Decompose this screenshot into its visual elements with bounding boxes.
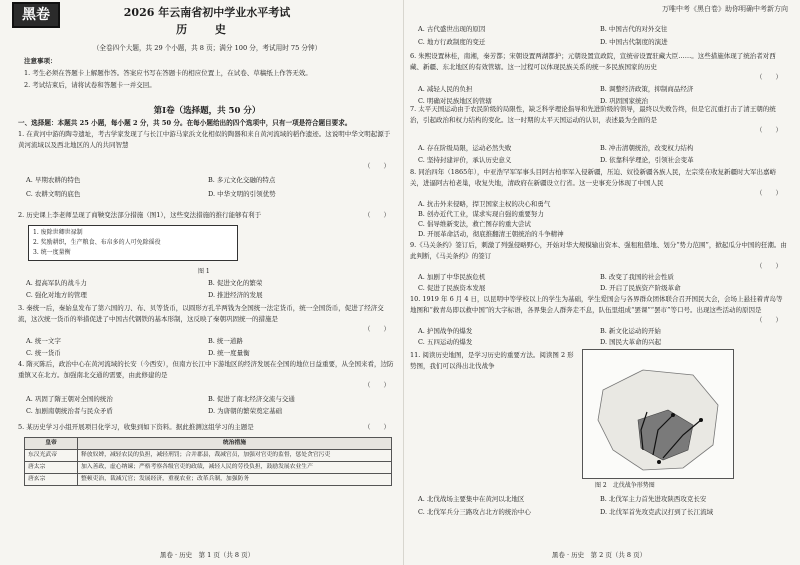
question-7: 7. 太平天国运动由于农民阶级的局限性，缺乏科学理论指导和先进阶级的领导，最终以失败告终，但是它沉重打击了清王朝的统治，引起政治和权力结构的变化。这一时期的太平天国运动的认识，表述最为全面的是: [410, 105, 776, 124]
answer-paren: （ ）: [364, 325, 390, 333]
notice-item: 1. 考生必须在答题卡上解题作答。答案应书写在答题卡的相应位置上，在试卷、草稿纸上作答无效。: [24, 69, 312, 77]
left-page: [18, 0, 396, 565]
table-cell: 唐玄宗: [25, 474, 78, 486]
option-c: C. 坚持封建评价，承认历史意义: [418, 156, 512, 164]
option-a: A. 抗击外来侵略，捍卫国家主权的决心和勇气: [418, 200, 551, 208]
question-text: 以及西北地区的人的共同智慧: [44, 140, 129, 149]
footer-right: 黑卷 · 历史 第 2 页（共 8 页）: [551, 551, 647, 559]
option-d: D. 国民大革命的兴起: [600, 338, 662, 346]
question-11: 11. 阅读历史地图，是学习历史的重要方法。阅读图 2 形势图，我们可以得出北伐战争: [410, 351, 574, 370]
figure-1-line: 1. 废除世卿世禄制: [33, 229, 83, 236]
map-city-marker: [671, 413, 675, 417]
option-c: C. 地方行政制度的变迁: [418, 38, 486, 46]
northern-expedition-map: [582, 349, 734, 479]
option-d: D. 巩固国家统治: [600, 97, 649, 105]
answer-paren: （ ）: [364, 211, 390, 219]
table-header-row: [25, 438, 392, 450]
part-heading: 第Ⅰ卷（选择题，共 50 分）: [153, 106, 261, 116]
table-cell: 释放奴婢，减轻农民的负担，减轻刑罚；合并郡县，裁减官员，加强对官吏的监督，惩处贪官污吏: [78, 450, 392, 462]
figure-1-line: 3. 统一度量衡: [33, 249, 71, 256]
option-d: D. 统一度量衡: [208, 349, 250, 357]
option-c: C. 加剧南朝统治者与民众矛盾: [26, 407, 113, 415]
map-city-marker: [699, 418, 703, 422]
notice-heading: 注意事项：: [24, 57, 57, 65]
option-b: B. 促进文化的繁荣: [208, 279, 263, 287]
option-c: C. 北伐军兵分三路攻占北方的统治中心: [418, 508, 531, 516]
option-c: C. 倡导维新变法，救亡图存的重大尝试: [418, 220, 531, 228]
map-city-marker: [657, 460, 661, 464]
option-a: A. 减轻人民的负担: [418, 85, 473, 93]
question-3: 3. 秦统一后，秦始皇发布了第六国的刀、布、贝等货币，以圆形方孔半两钱为全国统一法定货币，统一全国货币，促进了经济交流，这次统一货币的举措促进了中国古代钢铁的基本形制，这反映了秦朝巩固统一的措施是: [18, 304, 384, 323]
answer-paren: （ ）: [364, 381, 390, 389]
table-cell: 整顿吏治，裁减冗官；发展经济，重视农业；改革兵制，加强防务: [78, 474, 392, 486]
figure-1: [28, 225, 238, 261]
question-text: 1. 在黄河中游的陶寺遗址，考古学家发现了与长江中游马家浜文化相似的陶器和来自黄河流域的稻作遗迹。这说明中华文明: [18, 130, 371, 138]
option-c: C. 明确对民族地区的管辖: [418, 97, 492, 105]
table-cell: 加入善政，虚心纳谏；严格考察各级官吏的政绩，减轻人民的劳役负担，鼓励发展农业生产: [78, 462, 392, 474]
option-a: A. 统一文字: [26, 337, 61, 345]
question-4: 4. 隋灭陈后，政治中心在黄河流域的长安（今西安），但南方长江中下游地区的经济发展在全国的地位日益重要，从全国来看，边防重镇又在北方。加强南北交通的需要，由此修建的是: [18, 360, 394, 379]
option-d: D. 为唐朝的繁荣奠定基础: [208, 407, 283, 415]
option-a: A. 早期农耕的特色: [26, 176, 81, 184]
option-a: A. 加剧了中华民族危机: [418, 273, 486, 281]
option-a: A. 提高军队的战斗力: [26, 279, 87, 287]
option-b: B. 创办近代工业，谋求实现自强的重要努力: [418, 210, 544, 218]
figure-2-caption: 图 2 北伐战争形势图: [595, 482, 655, 489]
option-d: D. 依靠科学理论，引领社会变革: [600, 156, 694, 164]
option-d: D. 开展革命活动，彻底推翻清王朝统治的斗争精神: [418, 230, 564, 238]
option-b: B. 新文化运动的开始: [600, 327, 661, 335]
exam-title: 2026 年云南省初中学业水平考试: [123, 6, 291, 19]
option-a: A. 北伐战场主要集中在黄河以北地区: [418, 495, 525, 503]
question-text: 6. 朱熙设置林桂，南湘，秦芳都；宋朝设置两湖都护；元朝设置宣政院，宣统帝设置驻藏大臣……。这些措施体现了统治者对西藏、新疆、东北地区的有效管辖。这一过程可以体现: [410, 52, 776, 71]
question-2: 2. 历史课上李老师呈现了商鞅变法部分措施（图1），这些变法措施的推行能够有利于: [18, 211, 262, 219]
notice-item: 2. 考试结束后，请将试卷和答题卡一并交回。: [24, 81, 156, 89]
table-row: [25, 462, 392, 474]
option-d: D. 北伐军首先攻克武汉打到了长江流域: [600, 508, 714, 516]
answer-paren: （ ）: [756, 189, 782, 197]
option-b: B. 改变了我国的社会性质: [600, 273, 674, 281]
table-row: [25, 474, 392, 486]
option-b: B. 调整经济政策，抑制商品经济: [600, 85, 694, 93]
option-c: C. 促进了民族资本发展: [418, 284, 486, 292]
table-header: 皇帝: [25, 438, 78, 450]
answer-paren: （ ）: [756, 262, 782, 270]
question-5: 5. 某历史学习小组开展项目化学习，收集到如下资料。据此推测这组学习的主题是: [18, 423, 254, 431]
notice-section: [24, 55, 392, 91]
exam-badge: 黑卷: [12, 2, 60, 28]
question-6: [410, 51, 788, 72]
question-1: [18, 129, 396, 150]
instructions: 一、选择题：本题共 25 小题，每小题 2 分，共 50 分。在每小题给出的四个选项中，只有一项是符合题目要求。: [18, 119, 352, 127]
subject-title: 历 史: [176, 23, 238, 36]
option-d: D. 中国古代制度的演进: [600, 38, 668, 46]
question-text: 起源于黄河流域: [18, 130, 391, 149]
option-b: B. 多元文化交融的特点: [208, 176, 276, 184]
option-b: B. 中国古代的对外交往: [600, 25, 668, 33]
question-text: 民族关系的统一多民族国家的历史: [559, 62, 657, 71]
option-c: C. 农耕文明的底色: [26, 190, 81, 198]
question-9: 9.《马关条约》签订后，刺激了列强侵略野心，开始对华大规模输出资本、强租租借地、划分“势力范围”，掀起瓜分中国的狂潮。由此判断，《马关条约》的签订: [410, 241, 787, 260]
option-a: A. 存在阶级局限，运动必然失败: [418, 144, 512, 152]
answer-paren: （ ）: [756, 73, 782, 81]
option-b: B. 北伐军主力首先进攻陕西攻克长安: [600, 495, 707, 503]
option-c: C. 五四运动的爆发: [418, 338, 473, 346]
table-row: [25, 450, 392, 462]
page-divider: [403, 0, 404, 565]
option-a: A. 巩固了隋王朝对全国的统治: [26, 395, 113, 403]
exam-meta: （全卷四个大题，共 29 个小题，共 8 页；满分 100 分，考试用时 75 分钟）: [92, 44, 322, 52]
option-b: B. 冲击清朝统治，改变权力结构: [600, 144, 694, 152]
figure-1-line: 2. 奖励耕织，生产粮食、布帛多的人可免除徭役: [33, 239, 161, 246]
option-d: D. 推进经济的发展: [208, 291, 263, 299]
question-10: 10. 1919 年 6 月 4 日，以昆明中等学校以上的学生为基础，学生爱国会与各界群众团体联合召开国民大会，会场上悬挂着青岛等地图和“救青岛即以救中国”的大字标语，各界集会人群奔走不息，队伍里组成“罢课”“罢市”等口号。出现这些活动的原因是: [410, 295, 783, 314]
answer-paren: （ ）: [364, 162, 390, 170]
option-b: B. 统一道路: [208, 337, 243, 345]
option-c: C. 统一货币: [26, 349, 61, 357]
footer-left: 黑卷 · 历史 第 1 页（共 8 页）: [159, 551, 255, 559]
right-page: [410, 0, 788, 565]
table-cell: 东汉光武帝: [25, 450, 78, 462]
option-d: D. 开启了民族资产阶级革命: [600, 284, 681, 292]
header-tagline: 万唯中考《黑白卷》助你明确中考新方向: [662, 5, 788, 13]
answer-paren: （ ）: [756, 316, 782, 324]
answer-paren: （ ）: [756, 126, 782, 134]
measures-table: [24, 437, 392, 486]
figure-1-caption: 图 1: [198, 268, 210, 275]
answer-paren: （ ）: [364, 423, 390, 431]
option-a: A. 古代盛世出现的原因: [418, 25, 486, 33]
table-cell: 唐太宗: [25, 462, 78, 474]
option-a: A. 护国战争的爆发: [418, 327, 473, 335]
option-b: B. 促进了南北经济交流与交通: [208, 395, 295, 403]
question-8: 8. 同治四年（1865年），中亚浩罕军军事头目阿古柏率军入侵新疆，压迫、奴役新疆各族人民，左宗棠在收复新疆时大军出嘉峪关，进逼阿古柏老巢，收复失地，清政府在新疆设立行省。这一史事充分体现了中国人民: [410, 168, 777, 187]
table-header: 统治措施: [78, 438, 392, 450]
option-d: D. 中华文明的引领优势: [208, 190, 276, 198]
option-c: C. 强化对地方的管理: [26, 291, 87, 299]
